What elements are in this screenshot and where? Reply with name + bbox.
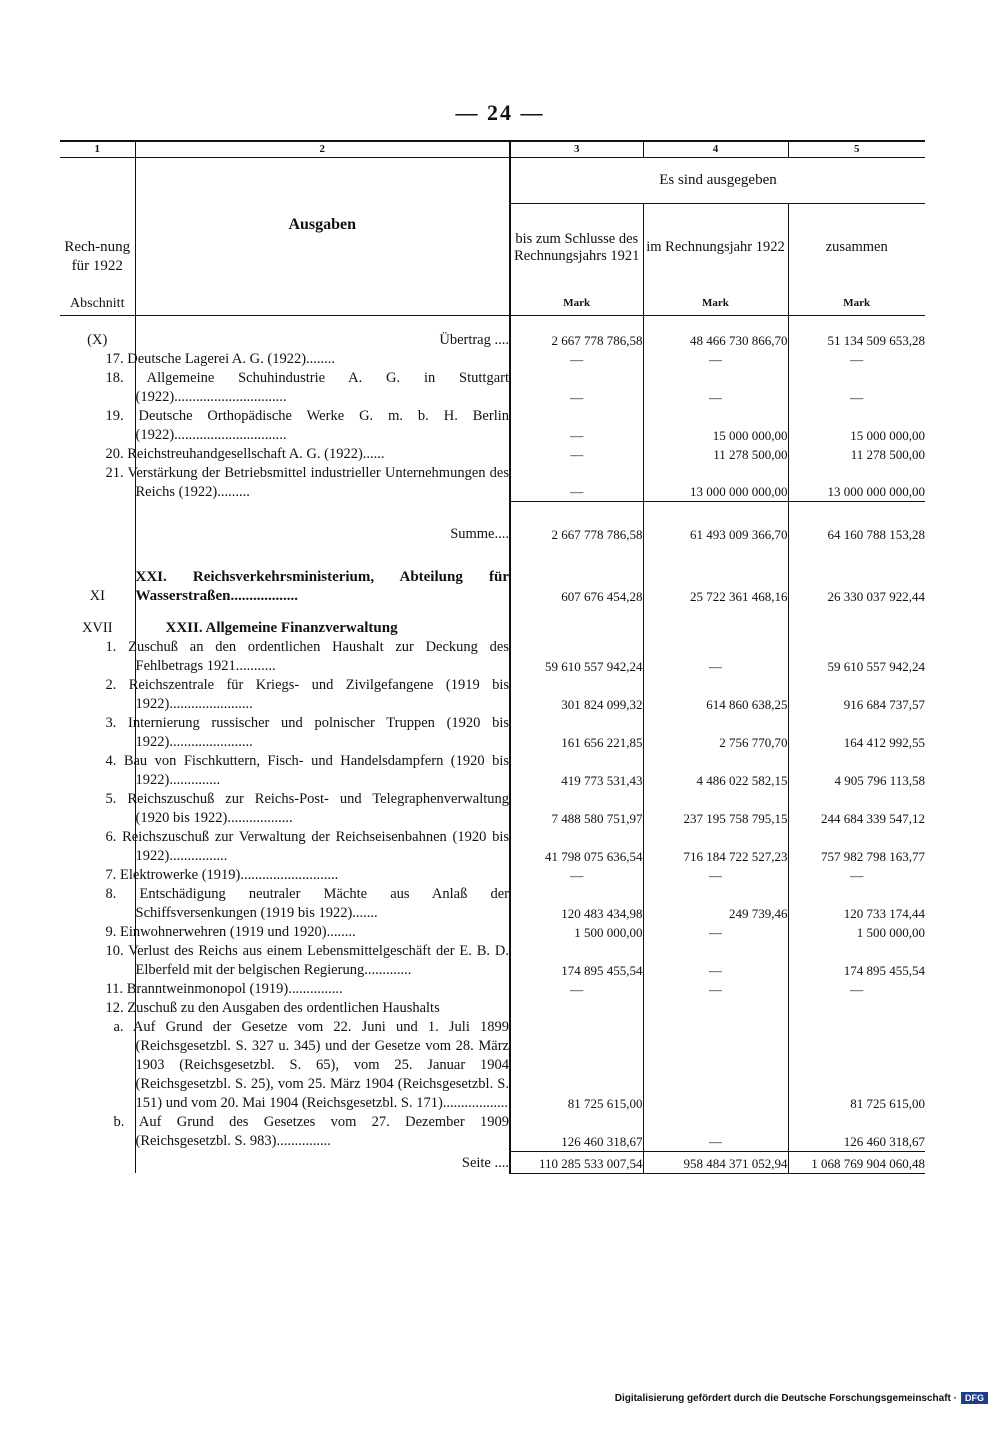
column-number: 2 <box>135 141 510 158</box>
value-1922 <box>643 606 788 638</box>
table-row <box>60 369 925 407</box>
value-total: 26 330 037 922,44 <box>788 544 925 606</box>
value-total: 244 684 339 547,12 <box>788 790 925 828</box>
value-1922: — <box>643 638 788 676</box>
section-label <box>60 1151 135 1173</box>
value-1921: 59 610 557 942,24 <box>510 638 643 676</box>
table-row <box>60 714 925 752</box>
column-number: 5 <box>788 141 925 158</box>
value-1921: — <box>510 350 643 369</box>
section-label: XVII <box>81 620 113 636</box>
table-row <box>60 828 925 866</box>
value-total: — <box>788 350 925 369</box>
unit-label: Mark <box>788 292 925 316</box>
value-total: 1 500 000,00 <box>788 923 925 942</box>
table-row <box>60 866 925 885</box>
table-row <box>60 885 925 923</box>
value-1921: 81 725 615,00 <box>510 1018 643 1113</box>
value-1921 <box>510 999 643 1018</box>
section-label: XI <box>89 588 105 604</box>
row-description: 7. Elektrowerke (1919)........................... <box>135 866 510 885</box>
value-1922: — <box>643 866 788 885</box>
expenditure-table <box>60 140 925 1174</box>
value-1922: 2 756 770,70 <box>643 714 788 752</box>
row-description: a. Auf Grund der Gesetze vom 22. Juni und 1. Juli 1899 (Reichsgesetzbl. S. 327 u. 345) und der Gesetze vom 28. März 1903 (Reichsgesetzbl. S. 65), vom 25. Januar 1904 (Reichsgesetzbl. S. 25), vom 25. März 1904 (Reichsgesetzbl. S. 151) und vom 20. Mai 1904 (Reichsgesetzbl. S. 171).................. <box>113 1019 509 1111</box>
row-description: 17. Deutsche Lagerei A. G. (1922)........ <box>135 350 510 369</box>
header-section-label: Abschnitt <box>60 292 135 316</box>
value-total: 916 684 737,57 <box>788 676 925 714</box>
value-1921: — <box>510 866 643 885</box>
unit-label: Mark <box>510 292 643 316</box>
row-description: Übertrag .... <box>135 316 510 350</box>
table-row <box>60 942 925 980</box>
value-1921: 7 488 580 751,97 <box>510 790 643 828</box>
value-1921 <box>510 606 643 638</box>
value-total: 15 000 000,00 <box>788 407 925 445</box>
value-1921: — <box>510 445 643 464</box>
column-number: 3 <box>510 141 643 158</box>
value-1921: 41 798 075 636,54 <box>510 828 643 866</box>
table-row <box>60 407 925 445</box>
value-total: 126 460 318,67 <box>788 1113 925 1151</box>
row-description: 10. Verlust des Reichs aus einem Lebensmittelgeschäft der E. B. D. Elberfeld mit der belgischen Regierung............. <box>105 943 509 978</box>
footer-text: Digitalisierung gefördert durch die Deutsche Forschungsgemeinschaft · <box>614 1393 957 1404</box>
value-total: 4 905 796 113,58 <box>788 752 925 790</box>
value-total: 81 725 615,00 <box>788 1018 925 1113</box>
table-row <box>60 544 925 606</box>
table-row <box>60 1151 925 1173</box>
value-1921: — <box>510 464 643 502</box>
header-year-1922: im Rechnungsjahr 1922 <box>643 204 788 292</box>
value-total <box>788 999 925 1018</box>
value-1922 <box>643 999 788 1018</box>
page-number: — 24 — <box>455 100 545 125</box>
table-row <box>60 999 925 1018</box>
row-description: 9. Einwohnerwehren (1919 und 1920)........ <box>135 923 510 942</box>
column-number-row <box>60 141 925 158</box>
unit-label: Mark <box>643 292 788 316</box>
value-total: 51 134 509 653,28 <box>788 316 925 350</box>
value-total: 64 160 788 153,28 <box>788 522 925 544</box>
row-description: Summe.... <box>135 522 510 544</box>
row-description: 3. Internierung russischer und polnischer Truppen (1920 bis 1922)....................... <box>105 715 509 750</box>
value-1921: 110 285 533 007,54 <box>510 1151 643 1173</box>
value-total: 757 982 798 163,77 <box>788 828 925 866</box>
row-description: 2. Reichszentrale für Kriegs- und Zivilgefangene (1919 bis 1922)....................... <box>105 677 509 712</box>
table-row <box>60 606 925 638</box>
row-description: 12. Zuschuß zu den Ausgaben des ordentlichen Haushalts <box>135 999 510 1018</box>
value-total: 59 610 557 942,24 <box>788 638 925 676</box>
table-row <box>60 980 925 999</box>
value-1922 <box>643 1018 788 1113</box>
table-row <box>60 638 925 676</box>
row-description: 11. Branntweinmonopol (1919)............... <box>135 980 510 999</box>
value-1922: — <box>643 350 788 369</box>
table-row <box>60 790 925 828</box>
value-total: 11 278 500,00 <box>788 445 925 464</box>
header-blank <box>135 292 510 316</box>
value-total: — <box>788 980 925 999</box>
column-number: 4 <box>643 141 788 158</box>
value-1922: — <box>643 980 788 999</box>
table-row <box>60 464 925 502</box>
row-description: 21. Verstärkung der Betriebsmittel industrieller Unternehmungen des Reichs (1922)......... <box>105 464 509 500</box>
value-1922: — <box>643 1113 788 1151</box>
row-description: 1. Zuschuß an den ordentlichen Haushalt zur Deckung des Fehlbetrags 1921........... <box>105 639 509 674</box>
row-description: 8. Entschädigung neutraler Mächte aus Anlaß der Schiffsversenkungen (1919 bis 1922)....... <box>105 886 509 921</box>
row-description: XXII. Allgemeine Finanzverwaltung <box>135 606 510 638</box>
value-total: — <box>788 369 925 407</box>
row-description: b. Auf Grund des Gesetzes vom 27. Dezember 1909 (Reichsgesetzbl. S. 983)............... <box>113 1114 509 1149</box>
value-1922: 237 195 758 795,15 <box>643 790 788 828</box>
value-1921: 126 460 318,67 <box>510 1113 643 1151</box>
row-description: Seite .... <box>135 1151 510 1173</box>
value-1922: 48 466 730 866,70 <box>643 316 788 350</box>
value-1922: 614 860 638,25 <box>643 676 788 714</box>
value-1922: 4 486 022 582,15 <box>643 752 788 790</box>
row-description: 5. Reichszuschuß zur Reichs-Post- und Telegraphenverwaltung (1920 bis 1922).................. <box>105 791 509 826</box>
value-1921: 1 500 000,00 <box>510 923 643 942</box>
value-1921: 607 676 454,28 <box>510 544 643 606</box>
row-description: 19. Deutsche Orthopädische Werke G. m. b. H. Berlin (1922)............................... <box>105 407 509 443</box>
row-description: 20. Reichstreuhandgesellschaft A. G. (1922)...... <box>135 445 510 464</box>
header-until-1921: bis zum Schlusse des Rechnungsjahrs 1921 <box>510 204 643 292</box>
value-1921: 2 667 778 786,58 <box>510 522 643 544</box>
table-row <box>60 522 925 544</box>
column-number: 1 <box>60 141 135 158</box>
value-1921: — <box>510 980 643 999</box>
header-section-column: Rech-nung für 1922 <box>64 238 131 274</box>
table-row <box>60 923 925 942</box>
value-1921: 161 656 221,85 <box>510 714 643 752</box>
value-1922: 11 278 500,00 <box>643 445 788 464</box>
value-1922: 25 722 361 468,16 <box>643 544 788 606</box>
value-1921: — <box>510 407 643 445</box>
value-1921: 120 483 434,98 <box>510 885 643 923</box>
value-1921: 301 824 099,32 <box>510 676 643 714</box>
value-1921: 419 773 531,43 <box>510 752 643 790</box>
table-row <box>60 445 925 464</box>
table-row <box>60 316 925 350</box>
value-total: 174 895 455,54 <box>788 942 925 980</box>
value-1922: 958 484 371 052,94 <box>643 1151 788 1173</box>
value-1922: — <box>643 369 788 407</box>
header-expenditures: Ausgaben <box>135 158 510 292</box>
dfg-logo: DFG <box>961 1392 988 1404</box>
value-1922: — <box>643 923 788 942</box>
value-1921: 2 667 778 786,58 <box>510 316 643 350</box>
table-row <box>60 350 925 369</box>
value-total: 120 733 174,44 <box>788 885 925 923</box>
row-description: 6. Reichszuschuß zur Verwaltung der Reichseisenbahnen (1920 bis 1922)................ <box>105 829 509 864</box>
value-1922: 249 739,46 <box>643 885 788 923</box>
value-1922: 15 000 000,00 <box>643 407 788 445</box>
value-1922: 716 184 722 527,23 <box>643 828 788 866</box>
section-label: (X) <box>87 331 108 348</box>
table-row <box>60 1018 925 1113</box>
row-description: 4. Bau von Fischkuttern, Fisch- und Handelsdampfern (1920 bis 1922).............. <box>105 753 509 788</box>
value-total: 13 000 000 000,00 <box>788 464 925 502</box>
value-1921: 174 895 455,54 <box>510 942 643 980</box>
footer-credit <box>615 1392 988 1404</box>
table-row <box>60 1113 925 1151</box>
row-description: 18. Allgemeine Schuhindustrie A. G. in Stuttgart (1922)............................... <box>105 369 509 405</box>
value-total: 164 412 992,55 <box>788 714 925 752</box>
value-1922: 61 493 009 366,70 <box>643 522 788 544</box>
table-row <box>60 676 925 714</box>
header-total: zusammen <box>788 204 925 292</box>
table-row <box>60 752 925 790</box>
value-total: 1 068 769 904 060,48 <box>788 1151 925 1173</box>
row-description: XXI. Reichsverkehrsministerium, Abteilung für Wasserstraßen.................. <box>135 544 510 606</box>
section-label <box>60 522 135 544</box>
value-1921: — <box>510 369 643 407</box>
header-group-spent: Es sind ausgegeben <box>510 158 925 204</box>
value-total <box>788 606 925 638</box>
value-total: — <box>788 866 925 885</box>
value-1922: 13 000 000 000,00 <box>643 464 788 502</box>
value-1922: — <box>643 942 788 980</box>
